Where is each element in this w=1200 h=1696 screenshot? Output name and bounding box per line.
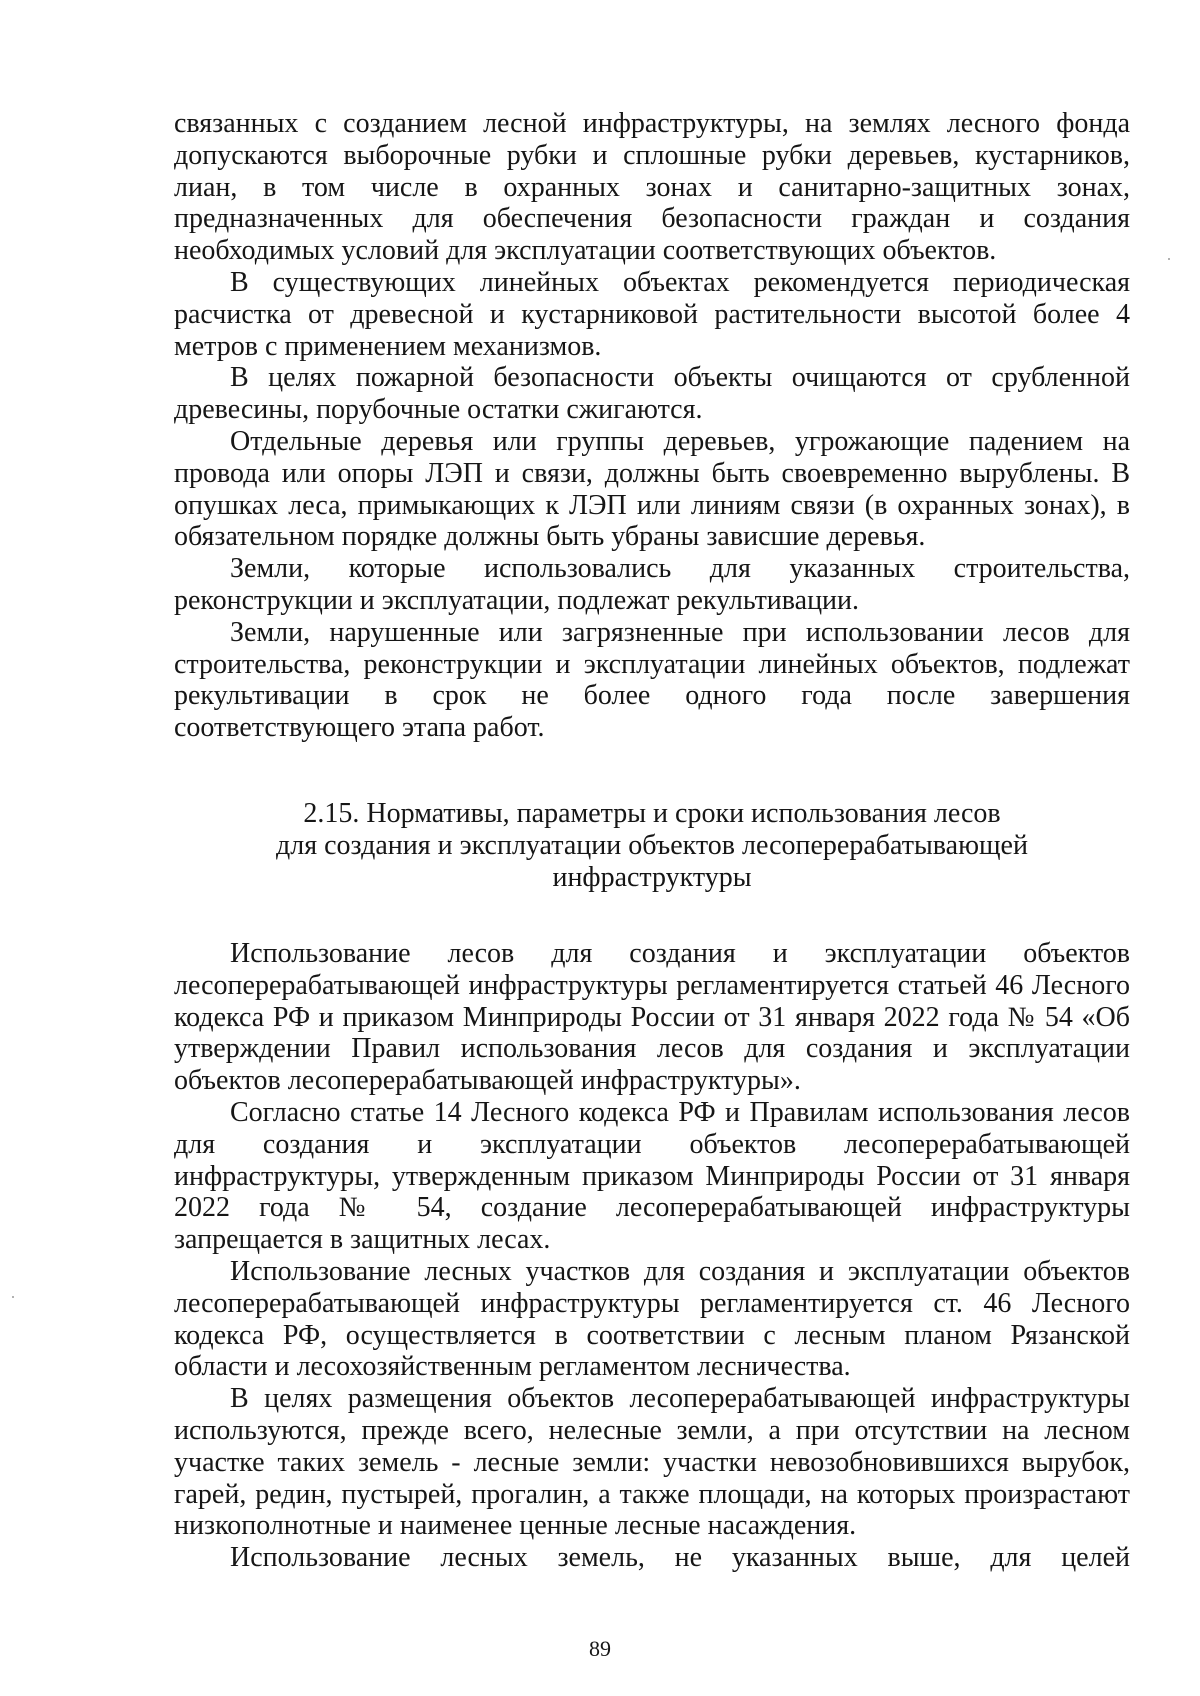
paragraph: Земли, нарушенные или загрязненные при использовании лесов для строительства, реконструкции и эксплуатации линейных объектов, подлежат рекультивации в срок не более одного года после завершения соответствующего этапа работ. — [174, 616, 1130, 744]
scan-speck — [1168, 258, 1170, 260]
scan-speck — [12, 1296, 14, 1298]
section-heading-line: для создания и эксплуатации объектов лесоперерабатывающей — [276, 830, 1028, 861]
paragraph-continued: связанных с созданием лесной инфраструктуры, на землях лесного фонда допускаются выборочные рубки и сплошные рубки деревьев, кустарников, лиан, в том числе в охранных зонах и санитарно-защитных зонах, предназначенных для обеспечения безопасности граждан и создания необходимых условий для эксплуатации соответствующих объектов. — [174, 108, 1130, 267]
top-text-block — [174, 108, 1130, 744]
paragraph: В существующих линейных объектах рекомендуется периодическая расчистка от древесной и кустарниковой растительности высотой более 4 метров с применением механизмов. — [174, 266, 1130, 362]
paragraph: Отдельные деревья или группы деревьев, угрожающие падением на провода или опоры ЛЭП и связи, должны быть своевременно вырублены. В опушках леса, примыкающих к ЛЭП или линиям связи (в охранных зонах), в обязательном порядке должны быть убраны зависшие деревья. — [174, 425, 1130, 553]
paragraph: В целях пожарной безопасности объекты очищаются от срубленной древесины, порубочные остатки сжигаются. — [174, 362, 1130, 426]
paragraph: Использование лесов для создания и эксплуатации объектов лесоперерабатывающей инфраструктуры регламентируется статьей 46 Лесного кодекса РФ и приказом Минприроды России от 31 января 2022 года № 54 «Об утверждении Правил использования лесов для создания и эксплуатации объектов лесоперерабатывающей инфраструктуры». — [174, 938, 1130, 1097]
paragraph: Земли, которые использовались для указанных строительства, реконструкции и эксплуатации, подлежат рекультивации. — [174, 553, 1130, 616]
page-number: 89 — [589, 1636, 611, 1661]
paragraph: В целях размещения объектов лесоперерабатывающей инфраструктуры используются, прежде всего, нелесные земли, а при отсутствии на лесном участке таких земель - лесные земли: участки невозобновившихся вырубок, гарей, редин, пустырей, прогалин, а также площади, на которых произрастают низкополнотные и наименее ценные лесные насаждения. — [174, 1383, 1130, 1542]
bottom-text-block — [174, 938, 1130, 1574]
paragraph-continues-next-page: Использование лесных земель, не указанных выше, для целей — [230, 1542, 1130, 1574]
paragraph: Согласно статье 14 Лесного кодекса РФ и Правилам использования лесов для создания и эксплуатации объектов лесоперерабатывающей инфраструктуры, утвержденным приказом Минприроды России от 31 января 2022 года № 54, создание лесоперерабатывающей инфраструктуры запрещается в защитных лесах. — [174, 1096, 1130, 1256]
section-heading — [174, 798, 1130, 894]
section-heading-line: инфраструктуры — [552, 862, 752, 893]
section-heading-line: 2.15. Нормативы, параметры и сроки использования лесов — [303, 798, 1001, 829]
paragraph: Использование лесных участков для создания и эксплуатации объектов лесоперерабатывающей инфраструктуры регламентируется ст. 46 Лесного кодекса РФ, осуществляется в соответствии с лесным планом Рязанской области и лесохозяйственным регламентом лесничества. — [174, 1255, 1130, 1383]
